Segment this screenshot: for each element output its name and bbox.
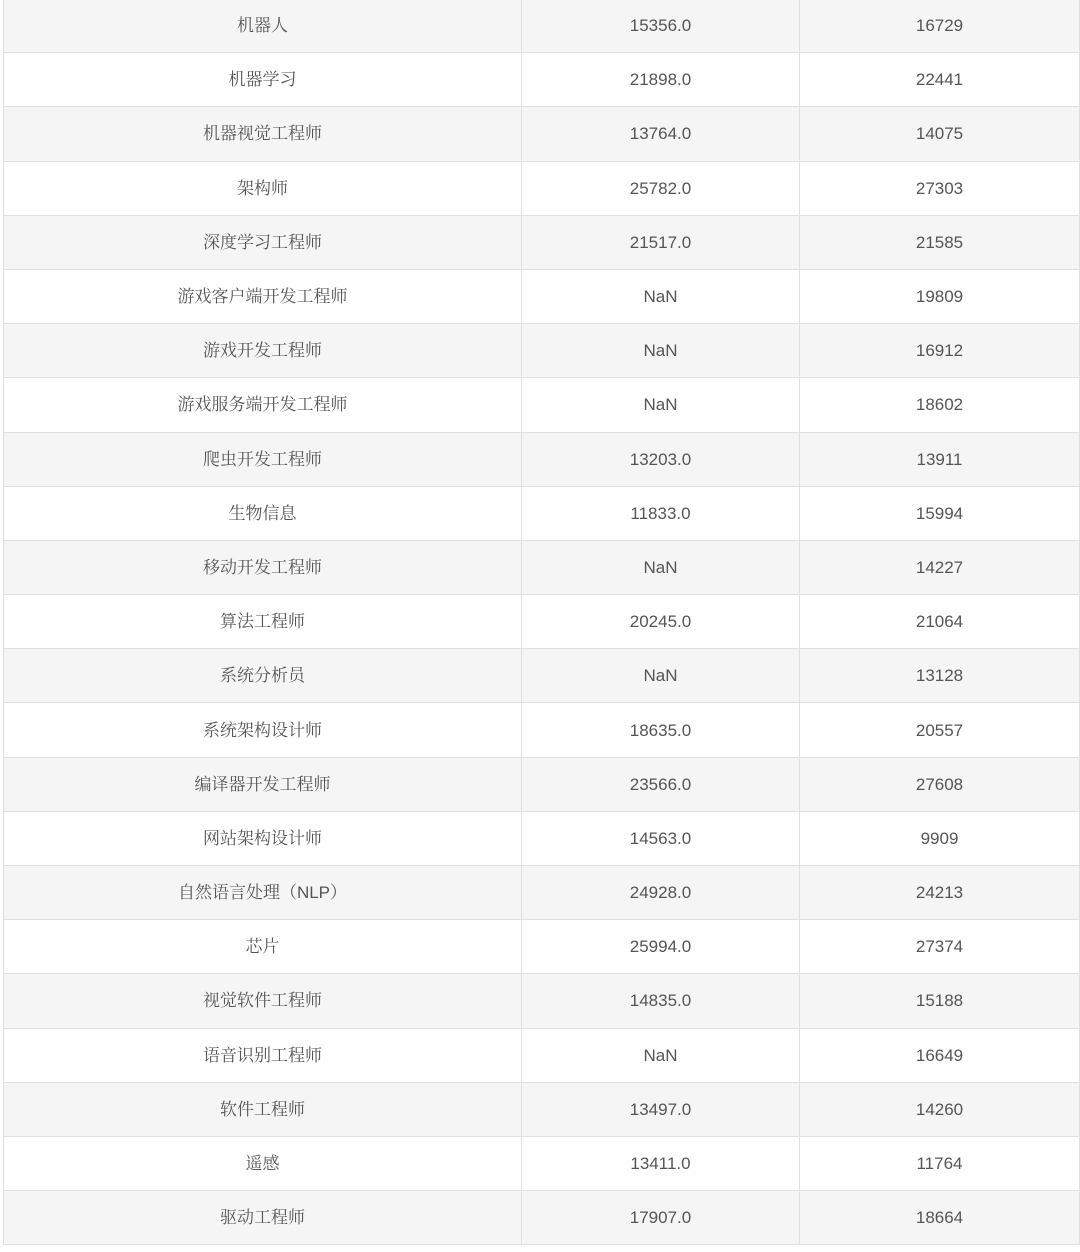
job-title-cell: 机器视觉工程师 xyxy=(4,107,522,161)
value-col2-cell: NaN xyxy=(522,649,800,703)
table-row xyxy=(4,920,1080,974)
value-col2-cell: NaN xyxy=(522,378,800,432)
value-col3-cell: 27608 xyxy=(800,757,1080,811)
value-col2-cell: 13764.0 xyxy=(522,107,800,161)
value-col3-cell: 13911 xyxy=(800,432,1080,486)
value-col3-cell: 27303 xyxy=(800,161,1080,215)
value-col2-cell: 15356.0 xyxy=(522,0,800,53)
table-row xyxy=(4,0,1080,53)
job-title-cell: 自然语言处理（NLP） xyxy=(4,866,522,920)
value-col3-cell: 14260 xyxy=(800,1082,1080,1136)
value-col3-cell: 21064 xyxy=(800,595,1080,649)
value-col2-cell: 13203.0 xyxy=(522,432,800,486)
value-col2-cell: 25994.0 xyxy=(522,920,800,974)
job-title-cell: 语音识别工程师 xyxy=(4,1028,522,1082)
value-col3-cell: 24213 xyxy=(800,866,1080,920)
value-col3-cell: 19809 xyxy=(800,269,1080,323)
value-col3-cell: 18664 xyxy=(800,1191,1080,1245)
table-row xyxy=(4,486,1080,540)
value-col3-cell: 9909 xyxy=(800,811,1080,865)
value-col3-cell: 20557 xyxy=(800,703,1080,757)
job-title-cell: 算法工程师 xyxy=(4,595,522,649)
value-col3-cell: 21585 xyxy=(800,215,1080,269)
value-col2-cell: 21517.0 xyxy=(522,215,800,269)
value-col2-cell: NaN xyxy=(522,324,800,378)
job-title-cell: 架构师 xyxy=(4,161,522,215)
value-col2-cell: 14563.0 xyxy=(522,811,800,865)
table-row xyxy=(4,269,1080,323)
table-row xyxy=(4,703,1080,757)
table-row xyxy=(4,649,1080,703)
value-col3-cell: 14227 xyxy=(800,540,1080,594)
table-row xyxy=(4,378,1080,432)
table-row xyxy=(4,215,1080,269)
table-row xyxy=(4,811,1080,865)
value-col2-cell: 25782.0 xyxy=(522,161,800,215)
value-col3-cell: 22441 xyxy=(800,53,1080,107)
value-col3-cell: 13128 xyxy=(800,649,1080,703)
value-col2-cell: 24928.0 xyxy=(522,866,800,920)
table-row xyxy=(4,595,1080,649)
value-col3-cell: 14075 xyxy=(800,107,1080,161)
table-row xyxy=(4,1028,1080,1082)
job-title-cell: 移动开发工程师 xyxy=(4,540,522,594)
job-title-cell: 游戏服务端开发工程师 xyxy=(4,378,522,432)
table-body xyxy=(4,0,1080,1245)
value-col2-cell: 21898.0 xyxy=(522,53,800,107)
table-container xyxy=(3,0,1080,1245)
job-title-cell: 软件工程师 xyxy=(4,1082,522,1136)
job-title-cell: 游戏客户端开发工程师 xyxy=(4,269,522,323)
value-col3-cell: 16729 xyxy=(800,0,1080,53)
job-title-cell: 系统分析员 xyxy=(4,649,522,703)
value-col2-cell: 17907.0 xyxy=(522,1191,800,1245)
value-col2-cell: NaN xyxy=(522,540,800,594)
table-row xyxy=(4,161,1080,215)
job-title-cell: 视觉软件工程师 xyxy=(4,974,522,1028)
job-title-cell: 芯片 xyxy=(4,920,522,974)
job-title-cell: 编译器开发工程师 xyxy=(4,757,522,811)
value-col2-cell: 18635.0 xyxy=(522,703,800,757)
value-col2-cell: 11833.0 xyxy=(522,486,800,540)
value-col3-cell: 16912 xyxy=(800,324,1080,378)
table-row xyxy=(4,1082,1080,1136)
value-col3-cell: 27374 xyxy=(800,920,1080,974)
value-col3-cell: 11764 xyxy=(800,1136,1080,1190)
job-title-cell: 机器学习 xyxy=(4,53,522,107)
job-title-cell: 生物信息 xyxy=(4,486,522,540)
job-title-cell: 深度学习工程师 xyxy=(4,215,522,269)
job-title-cell: 游戏开发工程师 xyxy=(4,324,522,378)
value-col3-cell: 16649 xyxy=(800,1028,1080,1082)
data-table xyxy=(3,0,1080,1245)
value-col2-cell: 20245.0 xyxy=(522,595,800,649)
table-row xyxy=(4,866,1080,920)
value-col3-cell: 15994 xyxy=(800,486,1080,540)
table-row xyxy=(4,757,1080,811)
value-col3-cell: 18602 xyxy=(800,378,1080,432)
job-title-cell: 爬虫开发工程师 xyxy=(4,432,522,486)
table-row xyxy=(4,1191,1080,1245)
table-row xyxy=(4,107,1080,161)
table-row xyxy=(4,974,1080,1028)
table-row xyxy=(4,324,1080,378)
job-title-cell: 机器人 xyxy=(4,0,522,53)
job-title-cell: 系统架构设计师 xyxy=(4,703,522,757)
value-col2-cell: NaN xyxy=(522,1028,800,1082)
value-col2-cell: NaN xyxy=(522,269,800,323)
table-row xyxy=(4,53,1080,107)
table-row xyxy=(4,540,1080,594)
value-col3-cell: 15188 xyxy=(800,974,1080,1028)
value-col2-cell: 13497.0 xyxy=(522,1082,800,1136)
job-title-cell: 网站架构设计师 xyxy=(4,811,522,865)
value-col2-cell: 23566.0 xyxy=(522,757,800,811)
value-col2-cell: 13411.0 xyxy=(522,1136,800,1190)
job-title-cell: 驱动工程师 xyxy=(4,1191,522,1245)
job-title-cell: 遥感 xyxy=(4,1136,522,1190)
table-row xyxy=(4,432,1080,486)
value-col2-cell: 14835.0 xyxy=(522,974,800,1028)
table-row xyxy=(4,1136,1080,1190)
